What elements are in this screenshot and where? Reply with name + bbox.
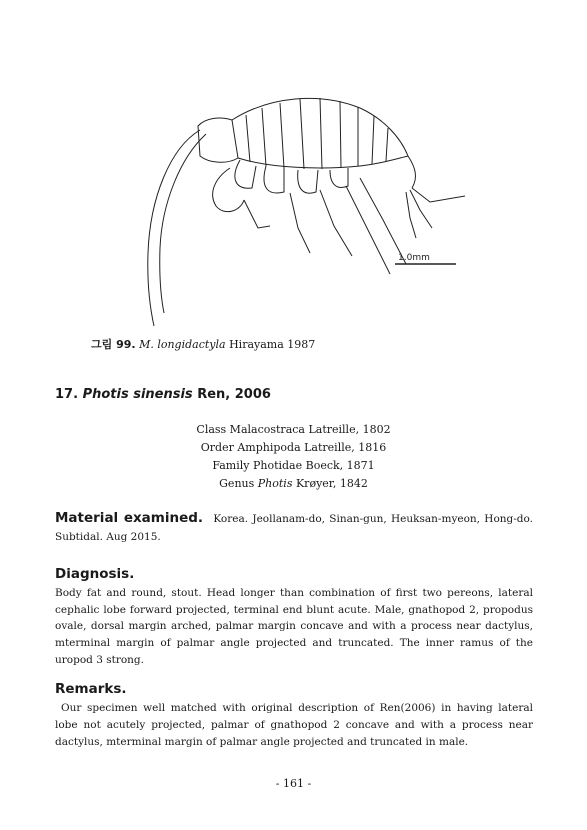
figure-species: M. longidactyla — [139, 338, 226, 351]
page-number: - 161 - — [275, 777, 312, 790]
antenna-2 — [160, 134, 206, 313]
scale-bar — [395, 253, 456, 264]
material-examined — [55, 509, 533, 546]
figure-caption — [91, 336, 315, 352]
diagnosis-text: Body fat and round, stout. Head longer than combination of first two pereons, lateral cephalic lobe forward projected, terminal end blunt acute. Male, gnathopod 2, propodus ovale, dorsal margin arched, palmar margin concave and with a process near dactylus, mterminal margin of palmar angle projected and truncated. The inner ramus of the uropod 3 strong. — [55, 587, 533, 666]
head-outline — [198, 118, 238, 162]
amphipod-drawing — [120, 78, 480, 330]
amphipod-illustration — [120, 78, 480, 330]
remarks-heading: Remarks. — [55, 681, 127, 697]
taxon-genus: Genus Photis Krøyer, 1842 — [219, 477, 368, 490]
antenna-1 — [148, 130, 200, 326]
species-heading — [55, 387, 271, 402]
taxon-order: Order Amphipoda Latreille, 1816 — [200, 441, 387, 454]
taxon-family: Family Photidae Boeck, 1871 — [212, 459, 375, 472]
material-heading: Material examined. — [55, 510, 204, 526]
species-number: 17. — [55, 387, 79, 402]
scale-label: 1.0mm — [398, 253, 430, 263]
species-name: Photis sinensis — [82, 387, 193, 402]
species-author: Ren, 2006 — [197, 387, 271, 402]
material-text: Korea. Jeollanam-do, Sinan-gun, Heuksan-myeon, Hong-do. Subtidal. Aug 2015. — [55, 513, 533, 543]
figure-label: 그림 99. — [91, 338, 136, 351]
taxon-class: Class Malacostraca Latreille, 1802 — [196, 423, 391, 436]
diagnosis-heading: Diagnosis. — [55, 566, 135, 582]
classification-block — [0, 421, 587, 493]
ventral-margin — [238, 156, 408, 168]
remarks-text: Our specimen well matched with original description of Ren(2006) in having lateral lobe not acutely projected, palmar of gnathopod 2 concave and with a process near dactylus, mterminal margin of palmar angle projected and truncated in male. — [55, 702, 533, 748]
figure-author: Hirayama 1987 — [229, 338, 316, 351]
